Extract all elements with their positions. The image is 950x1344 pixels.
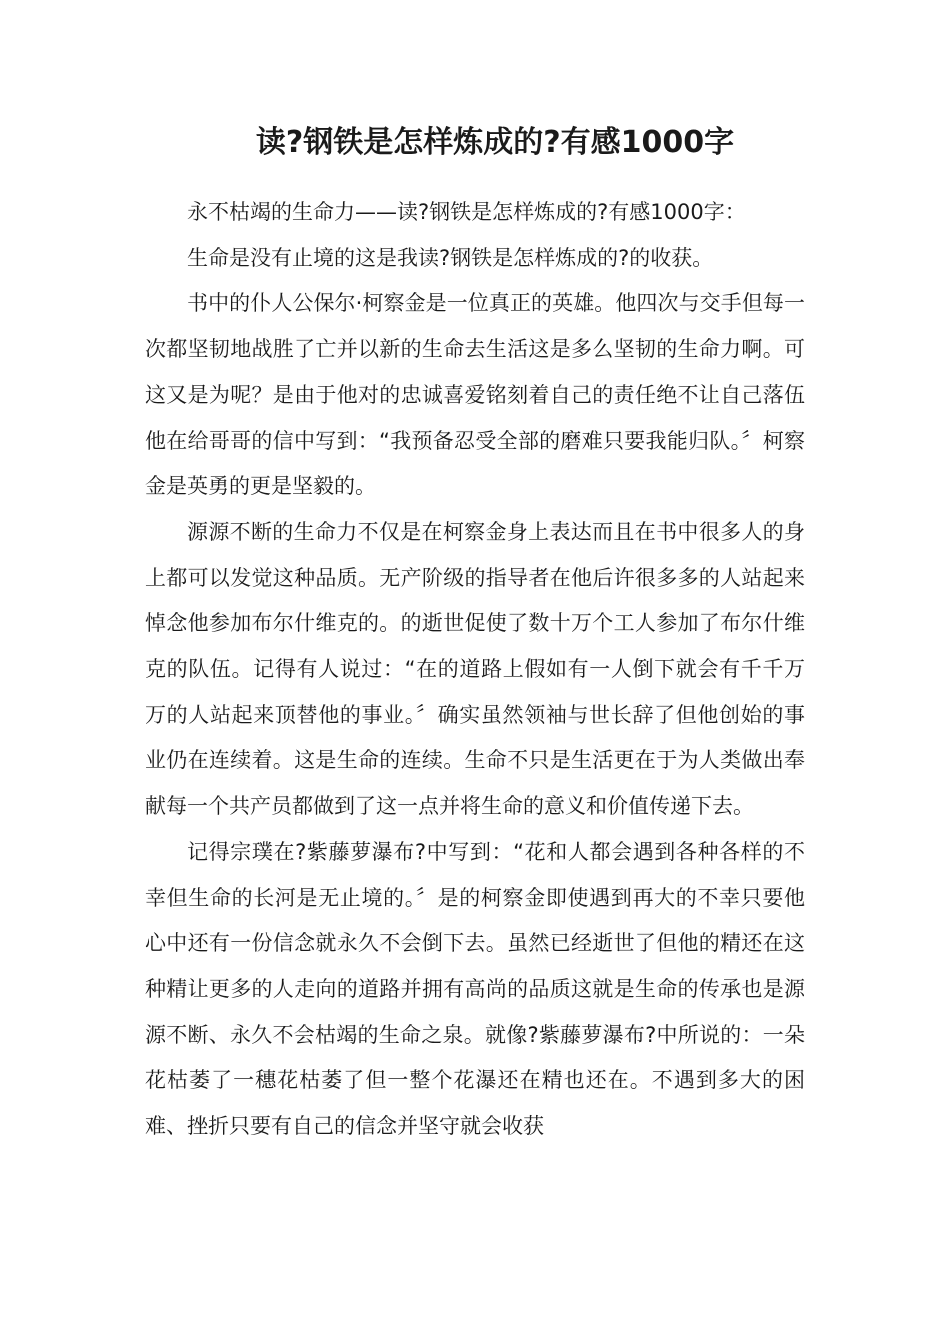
paragraph-subtitle: 永不枯竭的生命力——读?钢铁是怎样炼成的?有感1000字： — [187, 200, 746, 224]
document-title: 读?钢铁是怎样炼成的?有感1000字 — [255, 125, 735, 160]
paragraph-vitality: 源源不断的生命力不仅是在柯察金身上表达而且在书中很多人的身上都可以发觉这种品质。无产阶级的指导者在他后许很多多的人站起来悼念他参加布尔什维克的。的逝世促使了数十万个工人参加了布尔什维克的队伍。记得有人说过：“在的道路上假如有一人倒下就会有千千万万的人站起来顶替他的事业。〞确实虽然领袖与世长辞了但他创始的事业仍在连续着。这是生命的连续。生命不只是生活更在于为人类做出奉献每一个共产员都做到了这一点并将生命的意义和价值传递下去。 — [145, 519, 805, 819]
paragraph-intro: 生命是没有止境的这是我读?钢铁是怎样炼成的?的收获。 — [187, 245, 714, 270]
paragraph-wisteria: 记得宗璞在?紫藤萝瀑布?中写到：“花和人都会遇到各种各样的不幸但生命的长河是无止境的。〞是的柯察金即使遇到再大的不幸只要他心中还有一份信念就永久不会倒下去。虽然已经逝世了但他的精还在这种精让更多的人走向的道路并拥有高尚的品质这就是生命的传承也是源源不断、永久不会枯竭的生命之泉。就像?紫藤萝瀑布?中所说的：一朵花枯萎了一穗花枯萎了但一整个花瀑还在精也还在。不遇到多大的困难、挫折只要有自己的信念并坚守就会收获 — [145, 839, 805, 1139]
document-body — [145, 190, 805, 1150]
paragraph-hero: 书中的仆人公保尔·柯察金是一位真正的英雄。他四次与交手但每一次都坚韧地战胜了亡并以新的生命去生活这是多么坚韧的生命力啊。可这又是为呢？是由于他对的忠诚喜爱铭刻着自己的责任绝不让自己落伍他在给哥哥的信中写到：“我预备忍受全部的磨难只要我能归队。〞柯察金是英勇的更是坚毅的。 — [145, 291, 805, 499]
